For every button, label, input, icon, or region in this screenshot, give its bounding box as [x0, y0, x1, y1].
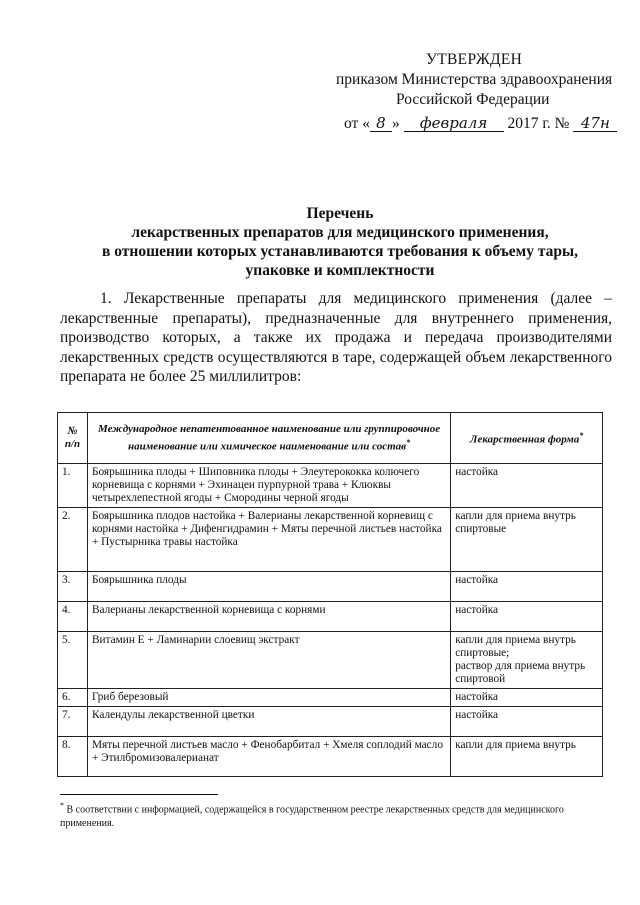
row-num: 3.: [58, 572, 88, 602]
approval-heading: УТВЕРЖДЕН: [426, 51, 523, 68]
row-form: настойка: [451, 689, 603, 707]
header-name-footnote-mark: *: [406, 437, 411, 447]
row-name: Валерианы лекарственной корневища с корнями: [87, 602, 450, 632]
date-year: 2017 г. №: [507, 115, 570, 132]
row-name: Боярышника плоды: [87, 572, 450, 602]
table-row: [58, 707, 603, 737]
row-form: настойка: [451, 572, 603, 602]
row-form: капли для приема внутрь: [451, 737, 603, 777]
row-num: 1.: [58, 464, 88, 508]
row-num: 6.: [58, 689, 88, 707]
table-row: [58, 737, 603, 777]
header-name-text: Международное непатентованное наименование или группировочное наименование или химическое наименование или состав: [98, 422, 441, 453]
row-name: Гриб березовый: [87, 689, 450, 707]
date-day-close: »: [391, 115, 400, 132]
footnote-mark: *: [60, 801, 64, 810]
header-num: № п/п: [58, 413, 88, 464]
row-num: 2.: [58, 508, 88, 572]
row-form: капли для приема внутрь спиртовые; раствор для приема внутрь спиртовой: [451, 632, 603, 689]
intro-paragraph-text: 1. Лекарственные препараты для медицинского применения (далее – лекарственные препараты), предназначенные для внутреннего применения, производство которых, а также их продажа и передача производителями лекарственных средств осуществляются в таре, содержащей объем лекарственного препарата не более 25 миллилитров:: [60, 290, 612, 385]
row-name: Боярышника плодов настойка + Валерианы лекарственной корневищ с корнями настойка + Дифенгидрамин + Мяты перечной листьев настойка + Пустырника травы настойка: [87, 508, 450, 572]
document-title: [60, 204, 620, 280]
row-num: 4.: [58, 602, 88, 632]
row-name: Витамин Е + Ламинарии слоевищ экстракт: [87, 632, 450, 689]
row-form: настойка: [451, 464, 603, 508]
header-form-footnote-mark: *: [579, 431, 584, 441]
date-day: 8: [370, 115, 392, 132]
title-line-3: в отношении которых устанавливаются требования к объему тары,: [101, 243, 578, 260]
footnote-text: В соответствии с информацией, содержащейся в государственном реестре лекарственных средств для медицинского применения.: [60, 804, 564, 829]
table-row: [58, 508, 603, 572]
date-month: февраля: [404, 115, 504, 132]
row-form: настойка: [451, 602, 603, 632]
header-form-text: Лекарственная форма: [469, 433, 580, 446]
row-name: Мяты перечной листьев масло + Фенобарбитал + Хмеля соплодий масло + Этилбромизовалерианат: [87, 737, 450, 777]
table-row: [58, 689, 603, 707]
footnote: [60, 799, 612, 830]
date-prefix: от «: [344, 115, 370, 132]
row-num: 8.: [58, 737, 88, 777]
title-line-4: упаковке и комплектности: [245, 262, 435, 279]
title-line-1: Перечень: [306, 205, 374, 222]
row-form: настойка: [451, 707, 603, 737]
table-row: [58, 464, 603, 508]
title-line-2: лекарственных препаратов для медицинского применения,: [131, 224, 549, 241]
row-form: капли для приема внутрь спиртовые: [451, 508, 603, 572]
drug-table: [57, 412, 603, 777]
table-row: [58, 632, 603, 689]
row-name: Боярышника плоды + Шиповника плоды + Элеутерококка колючего корневища с корнями + Эхинацеи пурпурной трава + Клюквы четырехлепестной ягоды + Смородины черной ягоды: [87, 464, 450, 508]
row-num: 7.: [58, 707, 88, 737]
approval-country-line: Российской Федерации: [396, 91, 550, 108]
table-row: [58, 602, 603, 632]
row-num: 5.: [58, 632, 88, 689]
footnote-divider: [60, 794, 218, 795]
intro-paragraph: [60, 289, 612, 387]
approval-order-line: приказом Министерства здравоохранения: [336, 71, 613, 88]
header-form: [451, 413, 603, 464]
row-name: Календулы лекарственной цветки: [87, 707, 450, 737]
header-name: [87, 413, 450, 464]
table-row: [58, 572, 603, 602]
table-header-row: [58, 413, 603, 464]
order-number: 47н: [573, 115, 617, 132]
approval-block: [330, 50, 620, 134]
approval-date-line: [344, 114, 620, 134]
